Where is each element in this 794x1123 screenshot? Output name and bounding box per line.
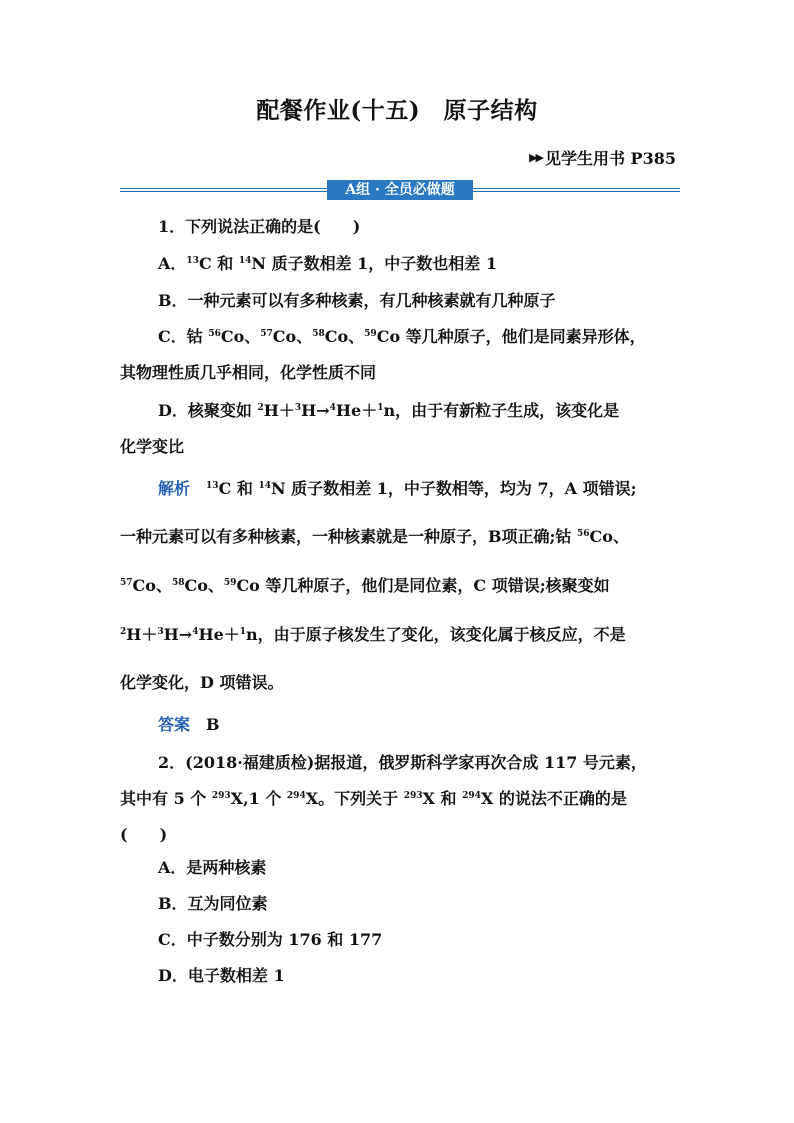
answer-line [158, 712, 220, 735]
analysis-line-1: 解析 $^{13}$C 和 $^{14}$N 质子数相差 1，中子数相等，均为 7，A 项错误; [158, 479, 637, 498]
section-divider [120, 180, 680, 200]
q2-option-b: B．互为同位素 [158, 894, 268, 913]
q1-option-d-cont: 化学变比 [120, 437, 185, 456]
q1-option-c: C．钴 $^{56}$Co、$^{57}$Co、$^{58}$Co、$^{59}$Co 等几种原子，他们是同素异形体， [158, 327, 646, 346]
answer-label: 答案 [158, 715, 191, 734]
analysis-line-3: $^{57}$Co、$^{58}$Co、$^{59}$Co 等几种原子，他们是同位素，C 项错误;核聚变如 [120, 576, 610, 595]
q2-stem-line-1: 2．(2018·福建质检)据报道，俄罗斯科学家再次合成 117 号元素， [158, 753, 647, 772]
q2-option-d: D．电子数相差 1 [158, 966, 285, 985]
q2-option-a: A．是两种核素 [158, 858, 267, 877]
analysis-line-4: $^2$H＋$^3$H→$^4$He＋$^1$n，由于原子核发生了变化，该变化属于核反应，不是 [120, 625, 626, 644]
textbook-reference [529, 146, 676, 169]
analysis-label: 解析 [158, 479, 191, 498]
q2-option-c: C．中子数分别为 176 和 177 [158, 930, 383, 949]
section-label: A组 · 全员必做题 [327, 180, 473, 200]
page-title: 配餐作业(十五) 原子结构 [256, 97, 538, 124]
q2-stem-line-2: 其中有 5 个 $^{293}$X,1 个 $^{294}$X。下列关于 $^{293}$X 和 $^{294}$X 的说法不正确的是 [120, 789, 627, 808]
analysis-line-2: 一种元素可以有多种核素，一种核素就是一种原子，B项正确;钴 $^{56}$Co、 [120, 527, 629, 546]
q1-option-c-cont: 其物理性质几乎相同，化学性质不同 [120, 363, 377, 382]
q1-option-d: D．核聚变如 $^2$H＋$^3$H→$^4$He＋$^1$n，由于有新粒子生成，该变化是 [158, 401, 620, 420]
q1-option-a: A．$^{13}$C 和 $^{14}$N 质子数相差 1，中子数也相差 1 [158, 254, 497, 273]
q1-option-b: B．一种元素可以有多种核素，有几种核素就有几种原子 [158, 291, 556, 310]
double-arrow-icon: ▶▶ [529, 151, 542, 164]
answer-value: B [206, 715, 220, 734]
reference-text: 见学生用书 P385 [544, 149, 676, 168]
q1-stem: 1．下列说法正确的是( ) [158, 217, 361, 236]
analysis-line-5: 化学变化，D 项错误。 [120, 673, 284, 692]
q2-stem-line-3: ( ) [120, 825, 168, 844]
